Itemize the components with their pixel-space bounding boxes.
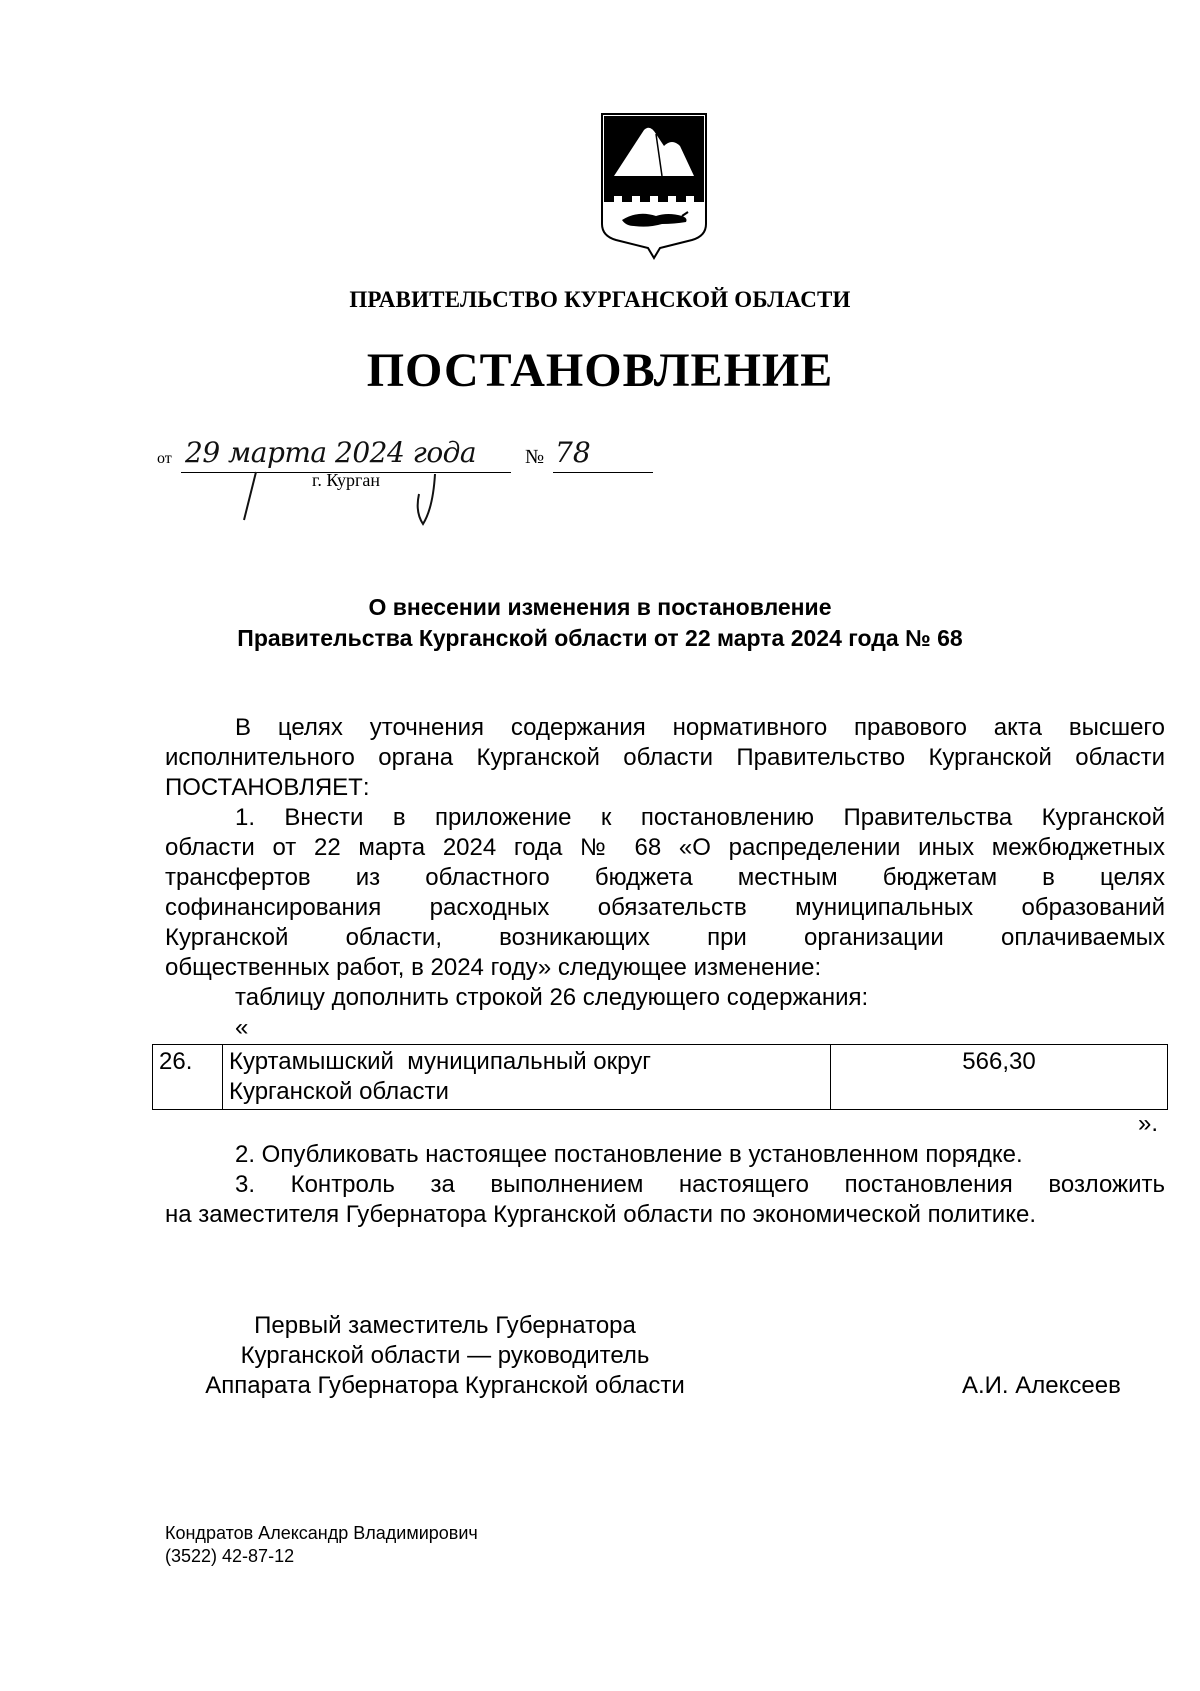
handwritten-number: 78 xyxy=(555,436,591,469)
body-line: общественных работ, в 2024 году» следующее изменение: xyxy=(165,954,822,981)
subject-line: О внесении изменения в постановление xyxy=(368,594,832,620)
municipality-name-line: Курганской области xyxy=(229,1078,449,1105)
amendment-table xyxy=(152,1044,1168,1110)
row-number-cell: 26. xyxy=(153,1045,223,1110)
document-type-title: ПОСТАНОВЛЕНИЕ xyxy=(366,344,834,397)
signatory-position xyxy=(165,1311,725,1401)
body-line: исполнительного органа Курганской области Правительство Курганской области xyxy=(165,744,1165,771)
body-line: 1. Внести в приложение к постановлению Правительства Курганской xyxy=(235,804,1165,831)
city-label: г. Курган xyxy=(312,470,381,490)
table-row xyxy=(153,1045,1168,1110)
body-line: трансфертов из областного бюджета местным бюджетам в целях xyxy=(165,864,1165,891)
number-underline xyxy=(553,472,653,473)
body-line: Курганской области, возникающих при организации оплачиваемых xyxy=(165,924,1165,951)
body-text xyxy=(165,713,1165,1041)
body-line: на заместителя Губернатора Курганской области по экономической политике. xyxy=(165,1201,1036,1228)
municipality-cell xyxy=(223,1045,831,1110)
executor-phone: (3522) 42-87-12 xyxy=(165,1546,295,1566)
number-label: № xyxy=(525,446,545,468)
body-line: области от 22 марта 2024 года № 68 «О распределении иных межбюджетных xyxy=(165,834,1165,861)
body-line: ПОСТАНОВЛЯЕТ: xyxy=(165,774,370,801)
amount-cell: 566,30 xyxy=(831,1045,1168,1110)
coat-of-arms-emblem xyxy=(598,112,710,262)
government-title: ПРАВИТЕЛЬСТВО КУРГАНСКОЙ ОБЛАСТИ xyxy=(349,287,851,312)
handwritten-loop-mark xyxy=(413,472,439,528)
body-text-continued xyxy=(165,1140,1165,1230)
position-line: Курганской области — руководитель xyxy=(240,1342,650,1369)
handwritten-stroke-mark xyxy=(240,470,260,522)
document-subject xyxy=(0,592,1200,654)
handwritten-date: 29 марта 2024 года xyxy=(185,436,477,469)
body-line: 2. Опубликовать настоящее постановление в установленном порядке. xyxy=(235,1141,1023,1168)
body-line: 3. Контроль за выполнением настоящего постановления возложить xyxy=(235,1171,1165,1198)
municipality-name-line: Куртамышский муниципальный округ xyxy=(229,1048,651,1075)
body-line: софинансирования расходных обязательств муниципальных образований xyxy=(165,894,1165,921)
position-line: Первый заместитель Губернатора xyxy=(254,1312,636,1339)
signatory-name: А.И. Алексеев xyxy=(962,1372,1121,1399)
reference-line xyxy=(155,436,675,526)
close-quote: ». xyxy=(1138,1110,1159,1137)
subject-line: Правительства Курганской области от 22 марта 2024 года № 68 xyxy=(237,625,963,651)
date-prefix: от xyxy=(157,450,172,467)
executor-info xyxy=(165,1522,478,1568)
body-line: таблицу дополнить строкой 26 следующего содержания: xyxy=(235,984,869,1011)
body-line: В целях уточнения содержания нормативного правового акта высшего xyxy=(235,714,1165,741)
position-line: Аппарата Губернатора Курганской области xyxy=(205,1372,685,1399)
executor-name: Кондратов Александр Владимирович xyxy=(165,1523,478,1543)
open-quote: « xyxy=(235,1014,249,1041)
